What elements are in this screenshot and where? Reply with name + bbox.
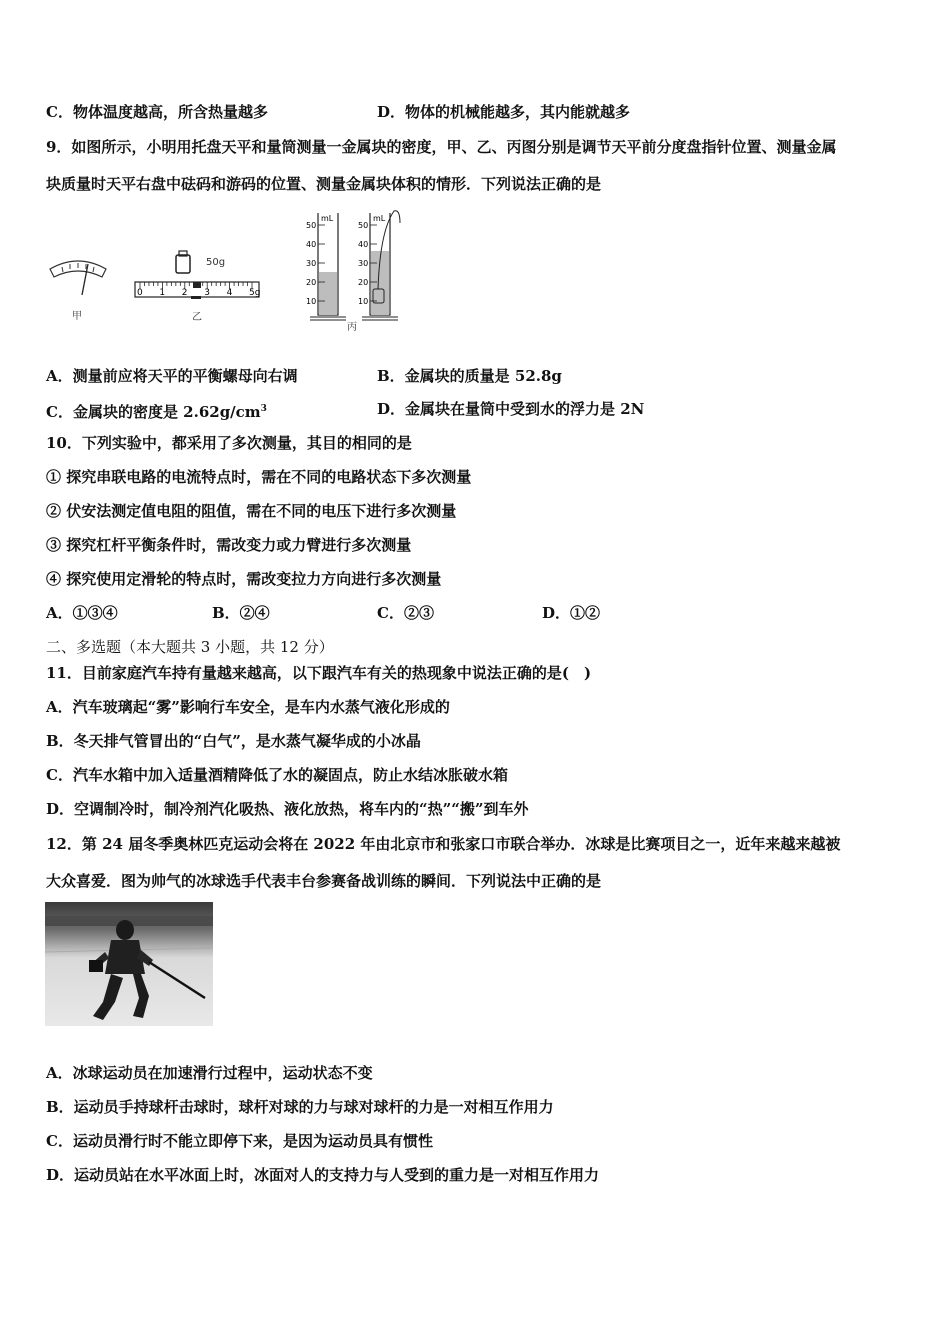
- scale-tick-label: 4: [226, 288, 233, 298]
- q8-option-d: D．物体的机械能越多，其内能就越多: [377, 103, 631, 121]
- q9-option-b: B．金属块的质量是 52.8g: [377, 367, 562, 385]
- cylinder-tick-label: 40: [306, 240, 317, 249]
- figure-bing-label: 丙: [347, 322, 357, 333]
- cyl1-unit: mL: [321, 214, 334, 223]
- q12-stem-line2: 大众喜爱．图为帅气的冰球选手代表丰台参赛备战训练的瞬间．下列说法中正确的是: [46, 872, 602, 890]
- q12-option-b: B．运动员手持球杆击球时，球杆对球的力与球对球杆的力是一对相互作用力: [46, 1098, 554, 1116]
- q12-option-d: D．运动员站在水平冰面上时，冰面对人的支持力与人受到的重力是一对相互作用力: [46, 1166, 600, 1184]
- q10-item-3: ③ 探究杠杆平衡条件时，需改变力或力臂进行多次测量: [46, 536, 412, 554]
- section-heading-multiple-choice: 二、多选题（本大题共 3 小题，共 12 分）: [46, 638, 334, 656]
- cyl2-unit: mL: [373, 214, 386, 223]
- cylinder-tick-label: 20: [358, 278, 369, 287]
- q10-item-2: ② 伏安法测定值电阻的阻值，需在不同的电压下进行多次测量: [46, 502, 457, 520]
- figure-jia-dial: [44, 255, 114, 325]
- scale-tick-label: 2: [181, 288, 188, 298]
- q11-stem: 11．目前家庭汽车持有量越来越高，以下跟汽车有关的热现象中说法正确的是( ): [46, 664, 592, 682]
- scale-tick-label: 3: [204, 288, 210, 298]
- figure-jia-label: 甲: [72, 311, 82, 322]
- figure-yi-label: 乙: [192, 312, 202, 323]
- cylinder-tick-label: 50: [358, 221, 369, 230]
- q12-option-a: A．冰球运动员在加速滑行过程中，运动状态不变: [46, 1064, 373, 1082]
- cylinder-tick-label: 50: [306, 221, 317, 230]
- scale-tick-label: 1: [159, 288, 166, 298]
- q10-option-d: D．①②: [542, 604, 601, 622]
- q9-stem-line1: 9．如图所示，小明用托盘天平和量筒测量一金属块的密度，甲、乙、丙图分别是调节天平前分度盘指针位置、测量金属: [46, 138, 837, 156]
- rider-marker: [193, 282, 201, 288]
- q11-option-b: B．冬天排气管冒出的“白气”，是水蒸气凝华成的小冰晶: [46, 732, 421, 750]
- cylinder-tick-label: 40: [358, 240, 369, 249]
- scale-tick-label: 0: [137, 288, 143, 298]
- q10-option-b: B．②④: [212, 604, 270, 622]
- q11-option-d: D．空调制冷时，制冷剂汽化吸热、液化放热，将车内的“热”“搬”到车外: [46, 800, 529, 818]
- scale-tick-label: 5g: [249, 288, 261, 298]
- cylinder-tick-label: 20: [306, 278, 317, 287]
- cylinder-tick-label: 30: [306, 259, 317, 268]
- cylinder-tick-label: 30: [358, 259, 369, 268]
- hockey-player-photo: [45, 902, 213, 1026]
- q11-option-c: C．汽车水箱中加入适量酒精降低了水的凝固点，防止水结冰胀破水箱: [46, 766, 508, 784]
- q9-option-a: A．测量前应将天平的平衡螺母向右调: [46, 367, 298, 385]
- q10-item-4: ④ 探究使用定滑轮的特点时，需改变拉力方向进行多次测量: [46, 570, 442, 588]
- cylinder-tick-label: 10: [306, 297, 317, 306]
- weight-label: 50g: [206, 257, 226, 268]
- q9-option-c: C．金属块的密度是 $2.62g/cm^3$: [46, 403, 267, 421]
- q10-stem: 10．下列实验中，都采用了多次测量，其目的相同的是: [46, 434, 412, 452]
- q12-stem-line1: 12．第 24 届冬季奥林匹克运动会将在 2022 年由北京市和张家口市联合举办．冰球是比赛项目之一，近年来越来越被: [46, 835, 841, 853]
- figure-bing-cylinders: [296, 205, 416, 333]
- q11-option-a: A．汽车玻璃起“雾”影响行车安全，是车内水蒸气液化形成的: [46, 698, 450, 716]
- cylinder-tick-label: 10: [358, 297, 369, 306]
- q8-option-c: C．物体温度越高，所含热量越多: [46, 103, 268, 121]
- q10-option-a: A．①③④: [46, 604, 118, 622]
- figure-yi-scale: [130, 248, 265, 324]
- q9-option-d: D．金属块在量筒中受到水的浮力是 2N: [377, 400, 645, 418]
- q12-option-c: C．运动员滑行时不能立即停下来，是因为运动员具有惯性: [46, 1132, 433, 1150]
- q9-stem-line2: 块质量时天平右盘中砝码和游码的位置、测量金属块体积的情形．下列说法正确的是: [46, 175, 602, 193]
- q10-item-1: ① 探究串联电路的电流特点时，需在不同的电路状态下多次测量: [46, 468, 472, 486]
- weight-icon: [176, 255, 190, 273]
- q10-option-c: C．②③: [377, 604, 434, 622]
